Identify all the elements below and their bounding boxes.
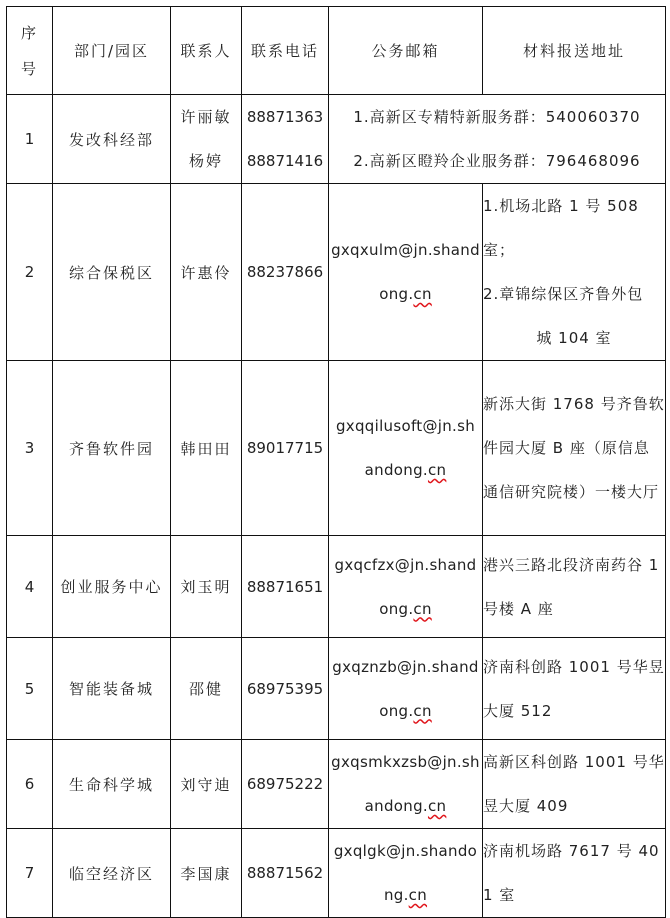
table-row — [7, 184, 666, 361]
row-address: 新泺大街 1768 号齐鲁软件园大厦 B 座（原信息通信研究院楼）一楼大厅 — [483, 361, 666, 536]
row-dept: 综合保税区 — [53, 184, 171, 361]
row-seq: 1 — [7, 95, 53, 184]
row-dept: 临空经济区 — [53, 829, 171, 918]
row-dept: 智能装备城 — [53, 638, 171, 740]
row-contact: 刘玉明 — [171, 536, 242, 638]
header-contact: 联系人 — [171, 7, 242, 95]
row-dept: 创业服务中心 — [53, 536, 171, 638]
row-contact: 刘守迪 — [171, 740, 242, 829]
header-seq: 序 号 — [7, 7, 53, 95]
row-address: 港兴三路北段济南药谷 1 号楼 A 座 — [483, 536, 666, 638]
row-phone: 88871363 88871416 — [242, 95, 329, 184]
table-row — [7, 829, 666, 918]
row-email[interactable]: gxqlgk@jn.shando ng.cn — [329, 829, 483, 918]
row-seq: 4 — [7, 536, 53, 638]
row-email[interactable]: gxqcfzx@jn.shand ong.cn — [329, 536, 483, 638]
row-seq: 7 — [7, 829, 53, 918]
row-phone: 88871562 — [242, 829, 329, 918]
contacts-table — [6, 6, 666, 918]
header-row — [7, 7, 666, 95]
header-address: 材料报送地址 — [483, 7, 666, 95]
row-contact: 许惠伶 — [171, 184, 242, 361]
row-contact: 李国康 — [171, 829, 242, 918]
header-dept: 部门/园区 — [53, 7, 171, 95]
row-dept: 生命科学城 — [53, 740, 171, 829]
row-phone: 88237866 — [242, 184, 329, 361]
row-email[interactable]: gxqxulm@jn.shand ong.cn — [329, 184, 483, 361]
group-line: 2.高新区瞪羚企业服务群：796468096 — [353, 152, 641, 170]
row-dept: 发改科经部 — [53, 95, 171, 184]
table-row — [7, 361, 666, 536]
row-phone: 88871651 — [242, 536, 329, 638]
row-dept: 齐鲁软件园 — [53, 361, 171, 536]
row-email[interactable]: gxqqilusoft@jn.sh andong.cn — [329, 361, 483, 536]
row-merged-groups — [329, 95, 666, 184]
row-seq: 6 — [7, 740, 53, 829]
row-email[interactable]: gxqsmkxzsb@jn.sh andong.cn — [329, 740, 483, 829]
header-email: 公务邮箱 — [329, 7, 483, 95]
row-address: 1.机场北路 1 号 508 室； 2.章锦综保区齐鲁外包 城 104 室 — [483, 184, 666, 361]
row-contact: 韩田田 — [171, 361, 242, 536]
group-line: 1.高新区专精特新服务群：540060370 — [353, 108, 641, 126]
header-phone: 联系电话 — [242, 7, 329, 95]
table-row — [7, 536, 666, 638]
row-seq: 2 — [7, 184, 53, 361]
row-phone: 89017715 — [242, 361, 329, 536]
row-contact: 许丽敏 杨婷 — [171, 95, 242, 184]
row-seq: 3 — [7, 361, 53, 536]
row-address: 济南科创路 1001 号华昱大厦 512 — [483, 638, 666, 740]
row-address: 济南机场路 7617 号 401 室 — [483, 829, 666, 918]
table-row — [7, 95, 666, 184]
row-email[interactable]: gxqznzb@jn.shand ong.cn — [329, 638, 483, 740]
table-row — [7, 740, 666, 829]
row-seq: 5 — [7, 638, 53, 740]
row-phone: 68975222 — [242, 740, 329, 829]
row-contact: 邵健 — [171, 638, 242, 740]
row-address: 高新区科创路 1001 号华昱大厦 409 — [483, 740, 666, 829]
row-phone: 68975395 — [242, 638, 329, 740]
table-row — [7, 638, 666, 740]
